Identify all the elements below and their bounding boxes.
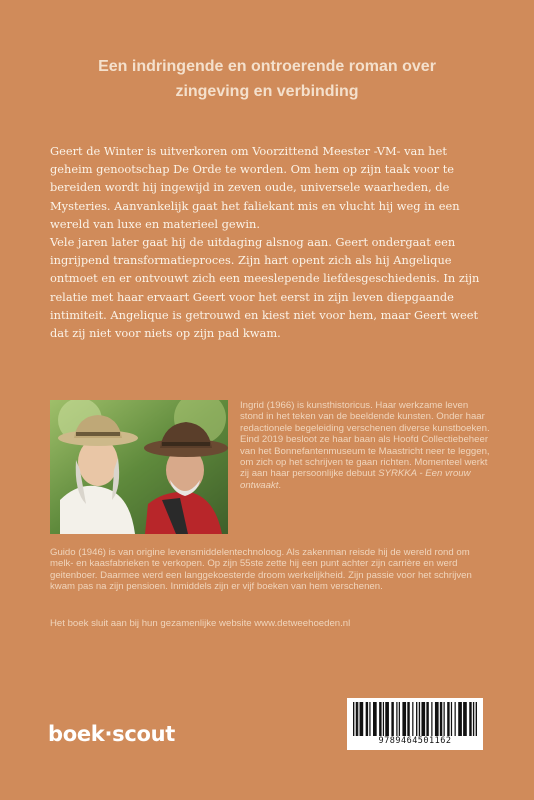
tagline-line-2: zingeving en verbinding — [175, 83, 359, 100]
bio-guido-text: Guido (1946) is van origine levensmiddelentechnoloog. Als zakenman reisde hij de wereld rond om melk- en kaasfabrieken te verkopen. Op zijn 55ste zette hij een punt achter zijn carrière en werd geitenboer. Daarmee werd een langgekoesterde droom werkelijkheid. Zijn passie voor het schrijven kwam pas na zijn pensioen. Inmiddels zijn er vijf boeken van hem verschenen. — [50, 547, 472, 593]
logo-scout: scout — [112, 722, 176, 746]
barcode-bar — [396, 702, 397, 736]
logo-dot: · — [104, 722, 113, 746]
barcode-bar — [402, 702, 406, 736]
barcode-bar — [463, 702, 467, 736]
barcode-bar — [421, 702, 425, 736]
barcode-bar — [391, 702, 393, 736]
barcode-bar — [356, 702, 357, 736]
synopsis-paragraph-1: Geert de Winter is uitverkoren om Voorzittend Meester -VM- van het geheim genootschap De Orde te worden. Om hem op zijn taak voor te bereiden wordt hij ingewijd in zeven oude, universele waarheden, de Mysteries. Aanvankelijk gaat het faliekant mis en vlucht hij weg in een wereld van luxe en materieel gewin. — [50, 144, 460, 231]
back-cover-tagline — [40, 54, 494, 104]
isbn-number: 9789464501162 — [378, 736, 452, 746]
barcode-bar — [357, 702, 358, 736]
bio-ingrid-end: . — [278, 479, 282, 491]
barcode-bar — [444, 702, 445, 736]
barcode-bar — [440, 702, 442, 736]
synopsis-paragraph-2: Vele jaren later gaat hij de uitdaging alsnog aan. Geert ondergaat een ingrijpend transformatieproces. Zijn hart opent zich als hij Angelique ontmoet en er ontvouwt zich een meeslepende liefdesgeschiedenis. In zijn relatie met haar ervaart Geert voor het eerst in zijn leven diepgaande intimiteit. Angelique is getrouwd en kiest niet voor hem, maar Geert weet dat zij niet voor niets op zijn pad kwam. — [50, 235, 480, 341]
barcode-bar — [447, 702, 449, 736]
barcode-bar — [360, 702, 364, 736]
barcode-bar — [353, 702, 354, 736]
barcode-bar — [469, 702, 471, 736]
website-note: Het boek sluit aan bij hun gezamenlijke website www.detweehoeden.nl — [50, 618, 351, 629]
barcode-bar — [369, 702, 370, 736]
bio-guido — [50, 547, 490, 593]
barcode-bar — [385, 702, 389, 736]
barcode-bar — [416, 702, 417, 736]
barcode-bar — [451, 702, 452, 736]
tagline-line-1: Een indringende en ontroerende roman over — [98, 58, 436, 75]
bio-ingrid-body: Ingrid (1966) is kunsthistoricus. Haar werkzame leven stond in het teken van de beeldende kunsten. Onder haar redactionele begeleiding verschenen diverse kunstboeken. Eind 2019 besloot ze haar baan als Hoofd Collectiebeheer van het Bonnefantenmuseum te Maastricht neer te leggen, om zich op het schrijven te gaan richten. Momenteel werkt zij aan haar persoonlijke debuut — [240, 400, 490, 480]
author-photo — [50, 400, 228, 534]
barcode-bar — [455, 702, 456, 736]
barcode-bar — [366, 702, 368, 736]
isbn-barcode — [347, 698, 483, 750]
publisher-logo — [48, 722, 175, 746]
barcode-bar — [435, 702, 439, 736]
barcode-bar — [399, 702, 400, 736]
barcode-bar — [476, 702, 477, 736]
barcode-bar — [407, 702, 409, 736]
barcode-bar — [383, 702, 384, 736]
logo-boek: boek — [48, 722, 105, 746]
barcode-bar — [373, 702, 377, 736]
debut-title: SYRKKA - Een vrouw ontwaakt — [240, 468, 471, 491]
synopsis — [50, 142, 490, 342]
bio-ingrid-text — [240, 400, 490, 491]
barcode-bar — [426, 702, 428, 736]
barcode-bar — [379, 702, 381, 736]
barcode-bar — [431, 702, 432, 736]
barcode-bar — [419, 702, 420, 736]
barcode-bar — [473, 702, 474, 736]
barcode-bar — [412, 702, 413, 736]
barcode-bars — [353, 702, 477, 736]
bio-ingrid — [240, 400, 490, 491]
barcode-bar — [458, 702, 462, 736]
